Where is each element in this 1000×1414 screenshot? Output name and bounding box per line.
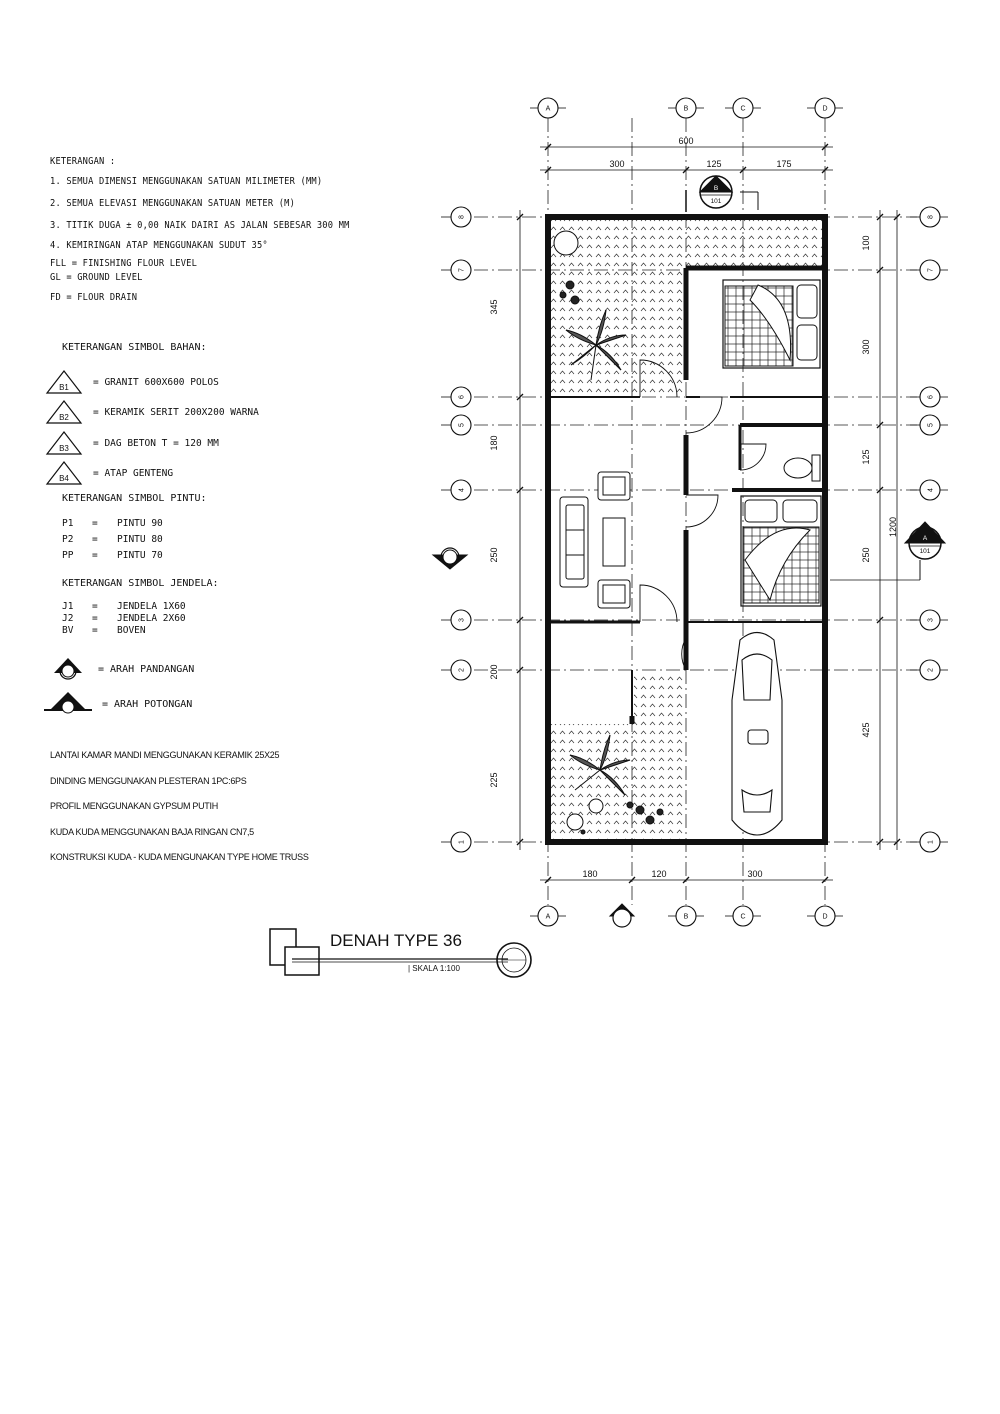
dim-label: 180 <box>582 869 598 879</box>
material-tag: B1 <box>59 383 69 392</box>
view-direction-marker-bottom <box>610 904 634 927</box>
grid-label-row: 3 <box>458 618 466 622</box>
door-row: PP = PINTU 70 <box>62 550 163 561</box>
grid-label-col: B <box>683 913 689 921</box>
window-row: BV = BOVEN <box>62 625 146 636</box>
sofa-set <box>560 472 630 608</box>
grid-label-row: 7 <box>927 268 935 272</box>
door-row: P2 = PINTU 80 <box>62 534 163 545</box>
grid-label-row: 8 <box>927 215 935 219</box>
bed-1 <box>723 280 820 368</box>
drawing-title-block <box>268 923 538 983</box>
notes-heading: KETERANGAN : <box>50 156 116 167</box>
construction-note: DINDING MENGGUNAKAN PLESTERAN 1PC:6PS <box>50 775 247 786</box>
abbrev-item: GL = GROUND LEVEL <box>50 272 143 283</box>
dim-label: 120 <box>651 869 667 879</box>
grid-label-row: 5 <box>927 423 935 427</box>
toilet-icon <box>784 455 820 481</box>
material-label: = DAG BETON T = 120 MM <box>93 437 219 449</box>
dim-label: 125 <box>706 159 722 169</box>
dim-label: 300 <box>861 339 871 355</box>
dim-label: 1200 <box>888 516 898 538</box>
dim-label: 180 <box>489 435 499 451</box>
doors-heading: KETERANGAN SIMBOL PINTU: <box>62 493 207 504</box>
grid-label-row: 2 <box>927 668 935 672</box>
dim-label: 100 <box>861 235 871 251</box>
door-row: P1 = PINTU 90 <box>62 518 163 529</box>
construction-note: KONSTRUKSI KUDA - KUDA MENGUNAKAN TYPE HOME TRUSS <box>50 852 309 862</box>
grid-label-row: 6 <box>927 395 935 399</box>
note-item: 3. TITIK DUGA ± 0,00 NAIK DAIRI AS JALAN SEBESAR 300 MM <box>50 220 350 231</box>
grid-label-col: C <box>740 913 746 921</box>
grid-label-row: 7 <box>458 268 466 272</box>
material-label: = KERAMIK SERIT 200X200 WARNA <box>93 406 259 418</box>
drawing-scale: | SKALA 1:100 <box>408 964 460 973</box>
bed-2 <box>741 496 821 606</box>
section-marker-top <box>686 176 758 212</box>
section-marker-letter: A <box>922 535 928 542</box>
material-label: = ATAP GENTENG <box>93 467 174 479</box>
grid-label-col: B <box>683 105 689 113</box>
car-icon <box>732 633 782 836</box>
material-tag: B3 <box>59 444 69 453</box>
construction-note: PROFIL MENGGUNAKAN GYPSUM PUTIH <box>50 801 218 811</box>
grid-bubbles-rows <box>441 207 948 852</box>
dim-label: 300 <box>747 869 763 879</box>
material-tag: B4 <box>59 474 69 483</box>
grid-label-col: A <box>545 105 551 113</box>
view-direction-label: = ARAH PANDANGAN <box>98 663 195 675</box>
grid-label-col: D <box>822 913 828 921</box>
drawing-title: DENAH TYPE 36 <box>330 931 462 950</box>
grid-label-row: 4 <box>927 488 935 492</box>
dim-label: 200 <box>489 664 499 680</box>
grid-label-row: 3 <box>927 618 935 622</box>
window-row: J1 = JENDELA 1X60 <box>62 601 186 612</box>
note-item: 4. KEMIRINGAN ATAP MENGGUNAKAN SUDUT 35° <box>50 240 268 251</box>
grid-label-col: D <box>822 105 828 113</box>
grid-label-row: 6 <box>458 395 466 399</box>
section-direction-label: = ARAH POTONGAN <box>102 698 193 710</box>
dim-label: 250 <box>861 547 871 563</box>
dim-label: 125 <box>861 449 871 465</box>
note-item: 2. SEMUA ELEVASI MENGGUNAKAN SATUAN METER (M) <box>50 198 296 209</box>
dim-label: 225 <box>489 772 499 788</box>
dim-label: 250 <box>489 547 499 563</box>
windows-heading: KETERANGAN SIMBOL JENDELA: <box>62 578 219 589</box>
section-marker-sheet: 101 <box>710 198 722 205</box>
grid-label-row: 4 <box>458 488 466 492</box>
grid-label-row: 2 <box>458 668 466 672</box>
note-item: 1. SEMUA DIMENSI MENGGUNAKAN SATUAN MILIMETER (MM) <box>50 176 323 187</box>
grid-label-row: 1 <box>927 840 935 844</box>
window-row: J2 = JENDELA 2X60 <box>62 613 186 624</box>
dim-label: 175 <box>776 159 792 169</box>
abbrev-item: FLL = FINISHING FLOUR LEVEL <box>50 258 198 269</box>
dim-label: 345 <box>489 299 499 315</box>
section-marker-letter: B <box>713 185 719 192</box>
construction-note: KUDA KUDA MENGGUNAKAN BAJA RINGAN CN7,5 <box>50 826 254 837</box>
grid-label-col: C <box>740 105 746 113</box>
materials-heading: KETERANGAN SIMBOL BAHAN: <box>62 342 207 353</box>
dim-label: 600 <box>678 136 694 146</box>
grid-label-row: 8 <box>458 215 466 219</box>
view-direction-marker-left <box>433 548 467 569</box>
dim-label: 425 <box>861 722 871 738</box>
abbrev-item: FD = FLOUR DRAIN <box>50 292 138 303</box>
material-label: = GRANIT 600X600 POLOS <box>93 376 219 388</box>
construction-note: LANTAI KAMAR MANDI MENGGUNAKAN KERAMIK 25X25 <box>50 750 280 760</box>
grid-label-col: A <box>545 913 551 921</box>
material-tag: B2 <box>59 413 69 422</box>
grid-label-row: 1 <box>458 840 466 844</box>
grid-label-row: 5 <box>458 423 466 427</box>
section-marker-sheet: 101 <box>919 548 931 555</box>
dim-label: 300 <box>609 159 625 169</box>
